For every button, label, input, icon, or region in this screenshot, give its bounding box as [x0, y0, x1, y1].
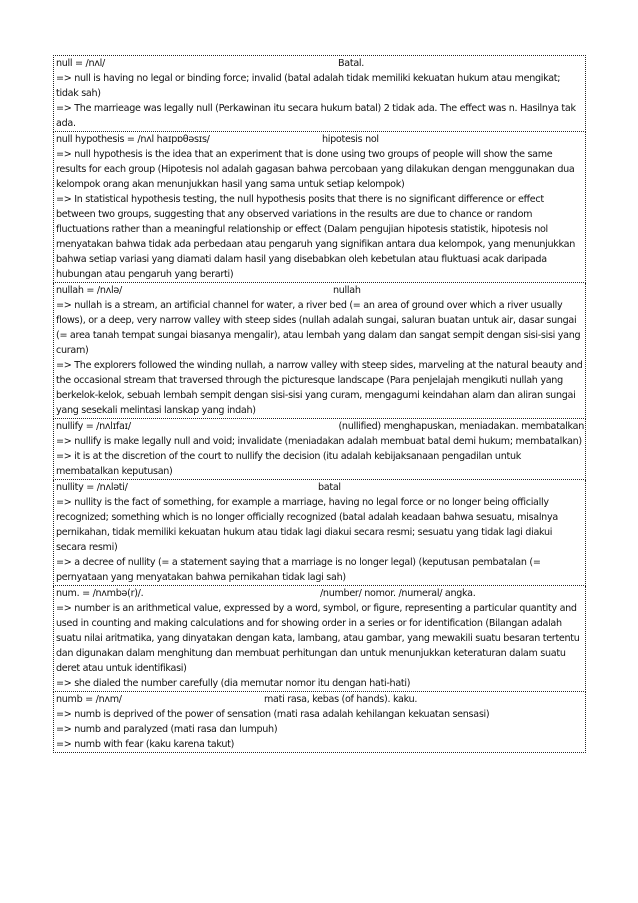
entry-num — [53, 586, 586, 692]
entry-nullah — [53, 283, 586, 419]
entry-definition: => null is having no legal or binding force; invalid (batal adalah tidak memiliki kekuatan hukum atau mengikat; tidak sah) — [56, 73, 561, 99]
entry-null — [53, 55, 586, 132]
entry-header — [56, 132, 584, 147]
entry-example: => numb with fear (kaku karena takut) — [56, 739, 235, 750]
entry-meaning: (nullified) menghapuskan, meniadakan. membatalkan — [338, 421, 584, 432]
entry-meaning: /number/ nomor. /numeral/ angka. — [320, 588, 476, 599]
entry-header — [56, 283, 584, 298]
entry-header — [56, 692, 584, 707]
entry-meaning: batal — [318, 482, 341, 493]
entry-example: => The marrieage was legally null (Perkawinan itu secara hukum batal) 2 tidak ada. The effect was n. Hasilnya tak ada. — [56, 103, 576, 129]
entry-example: => The explorers followed the winding nullah, a narrow valley with steep sides, marveling at the natural beauty and the occasional stream that traversed through the picturesque landscape (Para penjelajah mengikuti nullah yang berkelok-kelok, sebuah lembah sempit dengan sisi-sisi yang curam, mengagumi keindahan alam dan aliran sungai yang sesekali melintasi lanskap yang indah) — [56, 360, 583, 416]
entry-null-hypothesis — [53, 132, 586, 283]
entry-term: nullah = /nʌlə/ — [56, 285, 122, 296]
entry-term: nullity = /nʌləti/ — [56, 482, 128, 493]
entry-definition: => nullah is a stream, an artificial channel for water, a river bed (= an area of ground over which a river usually flows), or a deep, very narrow valley with steep sides (nullah adalah sungai, saluran buatan untuk air, dasar sungai (= area tanah tempat sungai biasanya mengalir), atau lembah yang dalam dan sangat sempit dengan sisi-sisi yang curam) — [56, 300, 581, 356]
entry-definition: => numb is deprived of the power of sensation (mati rasa adalah kehilangan kekuatan sensasi) — [56, 709, 490, 720]
entry-definition: => nullify is make legally null and void; invalidate (meniadakan adalah membuat batal demi hukum; membatalkan) — [56, 436, 582, 447]
entry-example: => she dialed the number carefully (dia memutar nomor itu dengan hati-hati) — [56, 678, 411, 689]
entry-meaning: nullah — [333, 285, 361, 296]
entry-header — [56, 56, 584, 71]
entry-term: num. = /nʌmbə(r)/. — [56, 588, 144, 599]
entry-meaning: hipotesis nol — [322, 134, 379, 145]
entry-example: => In statistical hypothesis testing, the null hypothesis posits that there is no significant difference or effect between two groups, suggesting that any observed variations in the results are due to chance or random fluctuations rather than a meaningful relationship or effect (Dalam pengujian hipotesis statistik, hipotesis nol menyatakan bahwa tidak ada perbedaan atau pengaruh yang signifikan antara dua kelompok, yang menunjukkan bahwa setiap variasi yang diamati dalam hasil yang disebabkan oleh kebetulan atau fluktuasi acak daripada hubungan atau pengaruh yang berarti) — [56, 194, 576, 280]
entry-nullity — [53, 480, 586, 586]
entry-term: null = /nʌl/ — [56, 58, 105, 69]
entry-meaning: Batal. — [338, 58, 365, 69]
entry-example: => it is at the discretion of the court to nullify the decision (itu adalah kebijaksanaan pengadilan untuk membatalkan keputusan) — [56, 451, 521, 477]
entry-nullify — [53, 419, 586, 480]
entry-header — [56, 480, 584, 495]
entry-header — [56, 419, 584, 434]
entry-example: => a decree of nullity (= a statement saying that a marriage is no longer legal) (keputusan pembatalan (= pernyataan yang menyatakan bahwa pernikahan tidak lagi sah) — [56, 557, 541, 583]
entry-term: numb = /nʌm/ — [56, 694, 122, 705]
entry-definition: => null hypothesis is the idea that an experiment that is done using two groups of people will show the same results for each group (Hipotesis nol adalah gagasan bahwa percobaan yang dilakukan dengan menggunakan dua kelompok orang akan menunjukkan hasil yang sama untuk setiap kelompok) — [56, 149, 575, 190]
entry-term: nullify = /nʌlɪfaɪ/ — [56, 421, 131, 432]
entry-example: => numb and paralyzed (mati rasa dan lumpuh) — [56, 724, 278, 735]
dictionary-page — [53, 55, 586, 753]
entry-term: null hypothesis = /nʌl haɪpɒθəsɪs/ — [56, 134, 210, 145]
entry-numb — [53, 692, 586, 753]
entry-definition: => number is an arithmetical value, expressed by a word, symbol, or figure, representing a particular quantity and used in counting and making calculations and for showing order in a series or for identification (Bilangan adalah suatu nilai aritmatika, yang dinyatakan dengan kata, lambang, atau gambar, yang mewakili suatu besaran tertentu dan digunakan dalam menghitung dan membuat perhitungan dan untuk menunjukkan keteraturan dalam suatu deret atau untuk identifikasi) — [56, 603, 580, 674]
entry-header — [56, 586, 584, 601]
entry-meaning: mati rasa, kebas (of hands). kaku. — [264, 694, 418, 705]
entry-definition: => nullity is the fact of something, for example a marriage, having no legal force or no longer being officially recognized; something which is no longer officially recognized (batal adalah keadaan bahwa sesuatu, misalnya pernikahan, tidak memiliki kekuatan hukum atau tidak lagi diakui secara resmi; sesuatu yang tidak lagi diakui secara resmi) — [56, 497, 558, 553]
